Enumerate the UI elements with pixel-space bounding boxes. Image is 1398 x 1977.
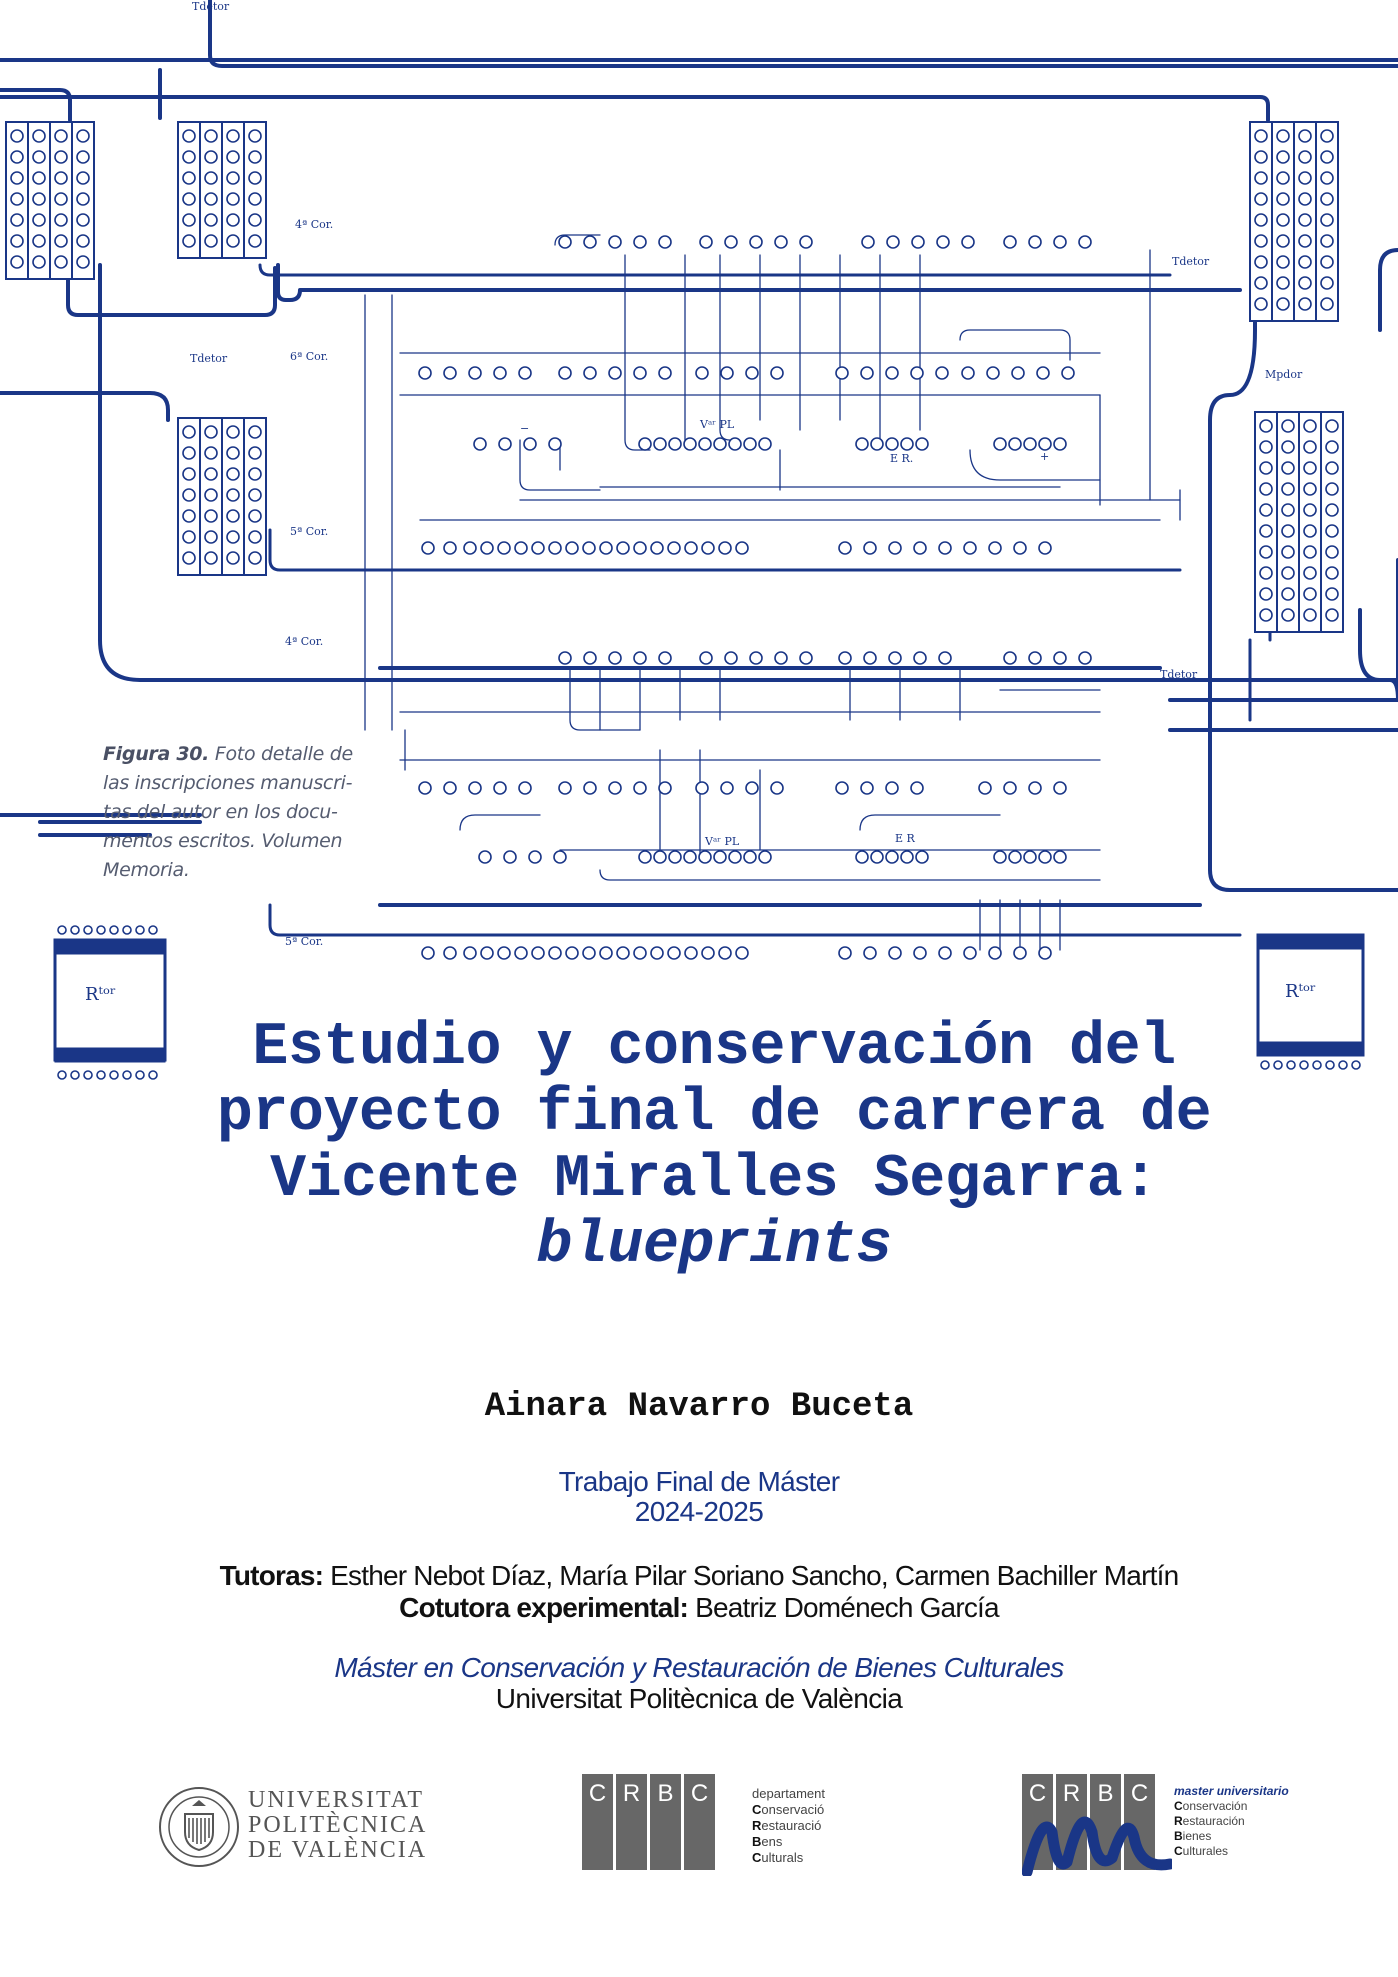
terminal-pin xyxy=(714,851,726,863)
terminal-pin xyxy=(422,542,434,554)
terminal-pin xyxy=(916,438,928,450)
terminal-pin xyxy=(886,438,898,450)
terminal-pin xyxy=(684,438,696,450)
terminal-pin xyxy=(1054,438,1066,450)
terminal-pin xyxy=(989,947,1001,959)
university-name: Universitat Politècnica de València xyxy=(495,1683,903,1714)
terminal-pin xyxy=(1029,236,1041,248)
terminal-pin xyxy=(634,652,646,664)
crbc-letter-box: B xyxy=(1090,1774,1121,1870)
terminal-pin xyxy=(750,652,762,664)
crbc-department-text xyxy=(752,1786,825,1866)
terminal-pin xyxy=(886,782,898,794)
terminal-pin xyxy=(566,542,578,554)
terminal-pin xyxy=(469,367,481,379)
terminal-pin xyxy=(1024,438,1036,450)
crbc-text-line: Restauración xyxy=(1174,1814,1245,1828)
caption-text: Foto detalle de las inscripciones manuscri-tas del autor en los docu-mentos escritos. Volumen Memoria. xyxy=(103,743,353,881)
terminal-pin xyxy=(725,236,737,248)
terminal-pin xyxy=(654,851,666,863)
label-er2: E R xyxy=(895,832,915,845)
terminal-pin xyxy=(499,438,511,450)
terminal-pin xyxy=(1004,652,1016,664)
terminal-pin xyxy=(979,782,991,794)
terminal-pin xyxy=(744,438,756,450)
terminal-pin xyxy=(97,926,105,934)
terminal-pin xyxy=(939,652,951,664)
terminal-pin xyxy=(1300,1061,1308,1069)
crbc-text-line: departament xyxy=(752,1786,825,1801)
terminal-pin xyxy=(634,947,646,959)
terminal-pin xyxy=(759,438,771,450)
cotutor-line xyxy=(0,1592,1398,1624)
terminal-pin xyxy=(685,542,697,554)
terminal-pin xyxy=(583,947,595,959)
terminal-pin xyxy=(136,926,144,934)
terminal-pin xyxy=(914,947,926,959)
terminal-pin xyxy=(864,947,876,959)
terminal-pin xyxy=(937,236,949,248)
upv-logo xyxy=(158,1786,428,1870)
terminal-pin xyxy=(654,438,666,450)
terminal-pin xyxy=(549,438,561,450)
crbc-letter-box: C xyxy=(1022,1774,1053,1870)
terminal-pin xyxy=(84,926,92,934)
terminal-pin xyxy=(699,438,711,450)
caption-label: Figura 30. xyxy=(103,743,210,765)
cotutor-name: Beatriz Doménech García xyxy=(695,1592,999,1623)
terminal-pin xyxy=(600,947,612,959)
terminal-pin xyxy=(532,947,544,959)
terminal-pin xyxy=(861,782,873,794)
terminal-pin xyxy=(617,947,629,959)
terminal-pin xyxy=(886,851,898,863)
terminal-pin xyxy=(836,782,848,794)
terminal-pin xyxy=(1037,367,1049,379)
terminal-pin xyxy=(559,652,571,664)
crbc-text-line: master universitario xyxy=(1174,1784,1289,1798)
terminal-pin xyxy=(864,652,876,664)
label-cor5b: 5ª Cor. xyxy=(285,935,324,948)
terminal-pin xyxy=(725,652,737,664)
terminal-pin xyxy=(736,947,748,959)
terminal-pin xyxy=(583,542,595,554)
terminal-pin xyxy=(987,367,999,379)
terminal-pin xyxy=(668,542,680,554)
terminal-pin xyxy=(1039,542,1051,554)
terminal-pin xyxy=(659,236,671,248)
terminal-pin xyxy=(71,926,79,934)
tutors-names: Esther Nebot Díaz, María Pilar Soriano Sancho, Carmen Bachiller Martín xyxy=(330,1560,1179,1591)
terminal-pin xyxy=(1014,947,1026,959)
terminal-pin xyxy=(422,947,434,959)
terminal-pin xyxy=(444,542,456,554)
terminal-pin xyxy=(871,438,883,450)
terminal-pin xyxy=(639,851,651,863)
terminal-block xyxy=(1250,122,1338,321)
crbc-master-text xyxy=(1174,1784,1289,1859)
terminal-block xyxy=(178,418,266,575)
terminal-pin xyxy=(559,236,571,248)
terminal-pin xyxy=(634,782,646,794)
terminal-pin xyxy=(750,236,762,248)
terminal-pin xyxy=(1339,1061,1347,1069)
terminal-pin xyxy=(659,367,671,379)
upv-line3: DE VALÈNCIA xyxy=(248,1837,428,1863)
terminal-pin xyxy=(700,236,712,248)
terminal-pin xyxy=(584,367,596,379)
terminal-pin xyxy=(494,367,506,379)
label-tdetor-left: Tdetor xyxy=(190,352,228,365)
terminal-pin xyxy=(839,542,851,554)
master-m-swoosh-icon xyxy=(1022,1792,1172,1876)
terminal-pin xyxy=(962,367,974,379)
terminal-pin xyxy=(861,367,873,379)
terminal-pin xyxy=(989,542,1001,554)
terminal-pin xyxy=(719,542,731,554)
terminal-pin xyxy=(939,542,951,554)
terminal-pin xyxy=(481,542,493,554)
crbc-text-line: Restauració xyxy=(752,1818,822,1833)
crbc-text-line: Culturales xyxy=(1174,1844,1229,1858)
terminal-pin xyxy=(136,1071,144,1079)
tutors-block xyxy=(0,1560,1398,1624)
terminal-pin xyxy=(1014,542,1026,554)
terminal-pin xyxy=(659,782,671,794)
terminal-pin xyxy=(887,236,899,248)
terminal-pin xyxy=(419,367,431,379)
crbc-text-line: Conservació xyxy=(752,1802,825,1817)
tutors-line xyxy=(0,1560,1398,1592)
terminal-pin xyxy=(916,851,928,863)
terminal-pin xyxy=(936,367,948,379)
terminal-pin xyxy=(554,851,566,863)
terminal-pin xyxy=(58,1071,66,1079)
terminal-pin xyxy=(911,782,923,794)
author-name: Ainara Navarro Buceta xyxy=(484,1388,914,1426)
terminal-pin xyxy=(1024,851,1036,863)
terminal-pin xyxy=(651,542,663,554)
label-minus: − xyxy=(520,422,530,435)
terminal-pin xyxy=(901,851,913,863)
terminal-pin xyxy=(1029,652,1041,664)
terminal-pin xyxy=(600,542,612,554)
terminal-pin xyxy=(746,367,758,379)
terminal-pin xyxy=(914,652,926,664)
terminal-pin xyxy=(746,782,758,794)
crbc-letter-box: C xyxy=(582,1774,613,1870)
label-vpl1: Vᵃʳ PL xyxy=(700,418,735,431)
crbc-letter-box: C xyxy=(684,1774,715,1870)
terminal-pin xyxy=(584,652,596,664)
terminal-pin xyxy=(1287,1061,1295,1069)
terminal-pin xyxy=(719,947,731,959)
crbc-text-line: Bens xyxy=(752,1834,783,1849)
terminal-pin xyxy=(721,367,733,379)
terminal-pin xyxy=(864,542,876,554)
terminal-pin xyxy=(744,851,756,863)
crbc-letter-box: R xyxy=(616,1774,647,1870)
terminal-pin xyxy=(699,851,711,863)
cotutor-label: Cotutora experimental: xyxy=(399,1592,689,1623)
terminal-pin xyxy=(702,947,714,959)
terminal-pin xyxy=(617,542,629,554)
terminal-pin xyxy=(1012,367,1024,379)
label-cor4a: 4ª Cor. xyxy=(295,218,334,231)
terminal-pin xyxy=(1039,947,1051,959)
terminal-pin xyxy=(609,652,621,664)
terminal-pin xyxy=(994,438,1006,450)
crbc-letter-box: C xyxy=(1124,1774,1155,1870)
terminal-block xyxy=(1255,412,1343,632)
terminal-pin xyxy=(498,542,510,554)
terminal-pin xyxy=(962,236,974,248)
terminal-pin xyxy=(559,782,571,794)
terminal-pin xyxy=(886,367,898,379)
terminal-pin xyxy=(481,947,493,959)
terminal-pin xyxy=(609,367,621,379)
document-title xyxy=(150,1015,1278,1279)
terminal-pin xyxy=(659,652,671,664)
terminal-pin xyxy=(911,367,923,379)
terminal-pin xyxy=(110,1071,118,1079)
terminal-pin xyxy=(736,542,748,554)
terminal-pin xyxy=(994,851,1006,863)
title-main: Estudio y conservación del proyecto final de carrera de Vicente Miralles Segarra: xyxy=(216,1014,1212,1214)
terminal-pin xyxy=(584,782,596,794)
terminal-pin xyxy=(871,851,883,863)
terminal-pin xyxy=(901,438,913,450)
terminal-pin xyxy=(1326,1061,1334,1069)
terminal-pin xyxy=(97,1071,105,1079)
terminal-pin xyxy=(584,236,596,248)
terminal-pin xyxy=(856,851,868,863)
terminal-pin xyxy=(700,652,712,664)
terminal-pin xyxy=(800,652,812,664)
terminal-pin xyxy=(651,947,663,959)
terminal-pin xyxy=(123,926,131,934)
terminal-pin xyxy=(474,438,486,450)
terminal-pin xyxy=(1079,236,1091,248)
terminal-pin xyxy=(839,652,851,664)
terminal-pin xyxy=(71,1071,79,1079)
terminal-pin xyxy=(729,438,741,450)
terminal-pin xyxy=(1004,236,1016,248)
logos-row xyxy=(0,1770,1398,1880)
crbc-text-line: Bienes xyxy=(1174,1829,1212,1843)
terminal-pin xyxy=(549,542,561,554)
terminal-pin xyxy=(668,947,680,959)
terminal-pin xyxy=(696,782,708,794)
terminal-pin xyxy=(524,438,536,450)
terminal-pin xyxy=(914,542,926,554)
master-name: Máster en Conservación y Restauración de Bienes Culturales xyxy=(334,1652,1064,1683)
terminal-pin xyxy=(1029,782,1041,794)
terminal-block xyxy=(6,122,94,279)
terminal-pin xyxy=(771,367,783,379)
terminal-pin xyxy=(685,947,697,959)
label-cor6a: 6ª Cor. xyxy=(290,350,329,363)
crbc-department-logo xyxy=(582,1774,862,1874)
upv-wordmark xyxy=(248,1788,427,1863)
label-plus: + xyxy=(1040,450,1050,463)
terminal-pin xyxy=(669,438,681,450)
terminal-pin xyxy=(862,236,874,248)
terminal-pin xyxy=(464,947,476,959)
terminal-pin xyxy=(912,236,924,248)
crbc-text-line: Conservación xyxy=(1174,1799,1248,1813)
tutors-label: Tutoras: xyxy=(219,1560,324,1591)
terminal-pin xyxy=(609,236,621,248)
terminal-pin xyxy=(1004,782,1016,794)
terminal-pin xyxy=(634,236,646,248)
crbc-text-line: Culturals xyxy=(752,1850,804,1865)
upv-line2: POLITÈCNICA xyxy=(248,1812,428,1838)
terminal-pin xyxy=(839,947,851,959)
terminal-pin xyxy=(609,782,621,794)
terminal-pin xyxy=(1054,851,1066,863)
terminal-pin xyxy=(494,782,506,794)
terminal-pin xyxy=(566,947,578,959)
program-block xyxy=(0,1652,1398,1714)
terminal-pin xyxy=(1054,236,1066,248)
crbc-letter-box: R xyxy=(1056,1774,1087,1870)
terminal-pin xyxy=(964,542,976,554)
terminal-pin xyxy=(1009,851,1021,863)
terminal-pin xyxy=(696,367,708,379)
terminal-pin xyxy=(519,367,531,379)
label-vpl2: Vᵃʳ PL xyxy=(705,835,740,848)
terminal-pin xyxy=(639,438,651,450)
upv-seal-icon xyxy=(158,1786,240,1868)
terminal-pin xyxy=(1313,1061,1321,1069)
terminal-pin xyxy=(721,782,733,794)
terminal-pin xyxy=(775,236,787,248)
terminal-pin xyxy=(559,367,571,379)
terminal-pin xyxy=(771,782,783,794)
terminal-pin xyxy=(759,851,771,863)
terminal-pin xyxy=(939,947,951,959)
label-cor4b: 4ª Cor. xyxy=(285,635,324,648)
terminal-pin xyxy=(110,926,118,934)
terminal-pin xyxy=(444,367,456,379)
terminal-pin xyxy=(889,652,901,664)
terminal-pin xyxy=(634,367,646,379)
terminal-pin xyxy=(515,947,527,959)
terminal-pin xyxy=(729,851,741,863)
terminal-pin xyxy=(504,851,516,863)
terminal-pin xyxy=(775,652,787,664)
terminal-pin xyxy=(58,926,66,934)
label-er1: E R. xyxy=(890,452,914,465)
label-tdetor-right: Tdetor xyxy=(1172,255,1210,268)
terminal-pin xyxy=(669,851,681,863)
terminal-block xyxy=(178,122,266,258)
figure-caption xyxy=(103,740,375,885)
terminal-pin xyxy=(1079,652,1091,664)
terminal-pin xyxy=(1039,438,1051,450)
terminal-pin xyxy=(149,926,157,934)
terminal-pin xyxy=(479,851,491,863)
terminal-pin xyxy=(498,947,510,959)
terminal-pin xyxy=(889,542,901,554)
label-cor5a: 5ª Cor. xyxy=(290,525,329,538)
terminal-pin xyxy=(519,782,531,794)
terminal-pin xyxy=(702,542,714,554)
terminal-pin xyxy=(1054,782,1066,794)
terminal-pin xyxy=(469,782,481,794)
upv-line1: UNIVERSITAT xyxy=(248,1787,425,1813)
terminal-pin xyxy=(444,782,456,794)
terminal-pin xyxy=(529,851,541,863)
terminal-pin xyxy=(464,542,476,554)
crbc-letter-box: B xyxy=(650,1774,681,1870)
terminal-pin xyxy=(1062,367,1074,379)
label-rtor-left: Rᵗᵒʳ xyxy=(85,984,117,1005)
terminal-pin xyxy=(84,1071,92,1079)
thesis-info xyxy=(0,1467,1398,1527)
thesis-years: 2024-2025 xyxy=(634,1496,764,1527)
title-italic: blueprints xyxy=(536,1212,892,1280)
thesis-type: Trabajo Final de Máster xyxy=(558,1466,840,1497)
terminal-pin xyxy=(1352,1061,1360,1069)
terminal-pin xyxy=(684,851,696,863)
terminal-pin xyxy=(964,947,976,959)
terminal-pin xyxy=(856,438,868,450)
terminal-pin xyxy=(800,236,812,248)
crbc-letters xyxy=(582,1774,715,1870)
terminal-pin xyxy=(714,438,726,450)
terminal-pin xyxy=(419,782,431,794)
terminal-pin xyxy=(889,947,901,959)
terminal-pin xyxy=(532,542,544,554)
label-tdetor-top: Tdetor xyxy=(192,0,230,13)
terminal-pin xyxy=(444,947,456,959)
crbc-master-logo xyxy=(1022,1774,1322,1874)
terminal-pin xyxy=(515,542,527,554)
label-rtor-right: Rᵗᵒʳ xyxy=(1285,981,1317,1002)
terminal-pin xyxy=(634,542,646,554)
terminal-pin xyxy=(836,367,848,379)
terminal-pin xyxy=(549,947,561,959)
terminal-pin xyxy=(1009,438,1021,450)
terminal-pin xyxy=(1039,851,1051,863)
terminal-pin xyxy=(123,1071,131,1079)
label-tdetor-mid: Tdetor xyxy=(1160,668,1198,681)
label-mpdor: Mpdor xyxy=(1265,368,1303,381)
terminal-pin xyxy=(1054,652,1066,664)
